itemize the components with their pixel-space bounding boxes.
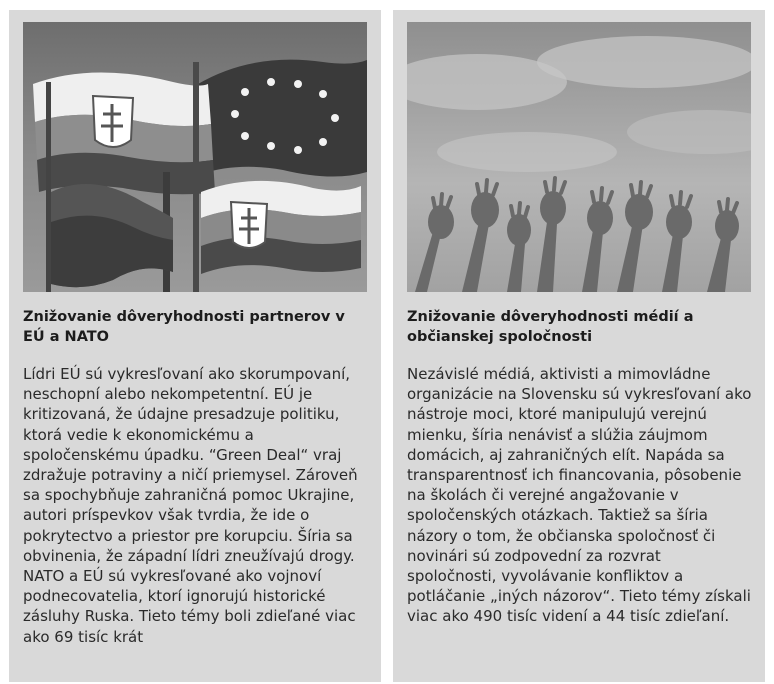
card-eu-nato [9,10,381,682]
card-title: Znižovanie dôveryhodnosti partnerov v EÚ a NATO [23,309,345,345]
card-body: Nezávislé médiá, aktivisti a mimovládne organizácie na Slovensku sú vykresľovaní ako nástroje moci, ktoré manipulujú verejnú mienku, šíria nenávisť a slúžia záujmom domácich, aj zahraničných elít. Napáda sa transparentnosť ich financovania, pôsobenie na školách či verejné angažovanie v spoločenských otázkach. Taktiež sa šíria názory o tom, že občianska spoločnosť či novinári sú zodpovední za rozvrat spoločnosti, vyvolávanie konfliktov a potláčanie „iných názorov“. Tieto témy získali viac ako 490 tisíc videní a 44 tisíc zdieľaní. [407,365,752,626]
flags-image [23,22,367,292]
card-media-civil-society [393,10,765,682]
raised-hands-image [407,22,751,292]
card-title: Znižovanie dôveryhodnosti médií a občianskej spoločnosti [407,309,694,345]
card-body: Lídri EÚ sú vykresľovaní ako skorumpovaní, neschopní alebo nekompetentní. EÚ je kritizovaná, že údajne presadzuje politiku, ktorá vedie k ekonomickému a spoločenskému úpadku. “Green Deal“ vraj zdražuje potraviny a ničí priemysel. Zároveň sa spochybňuje zahraničná pomoc Ukrajine, autori príspevkov však tvrdia, že ide o pokrytectvo a priestor pre korupciu. Šíria sa obvinenia, že západní lídri zneužívajú drogy. NATO a EÚ sú vykresľované ako vojnoví podnecovatelia, ktorí ignorujú historické zásluhy Ruska. Tieto témy boli zdieľané viac ako 69 tisíc krát [23,365,358,646]
